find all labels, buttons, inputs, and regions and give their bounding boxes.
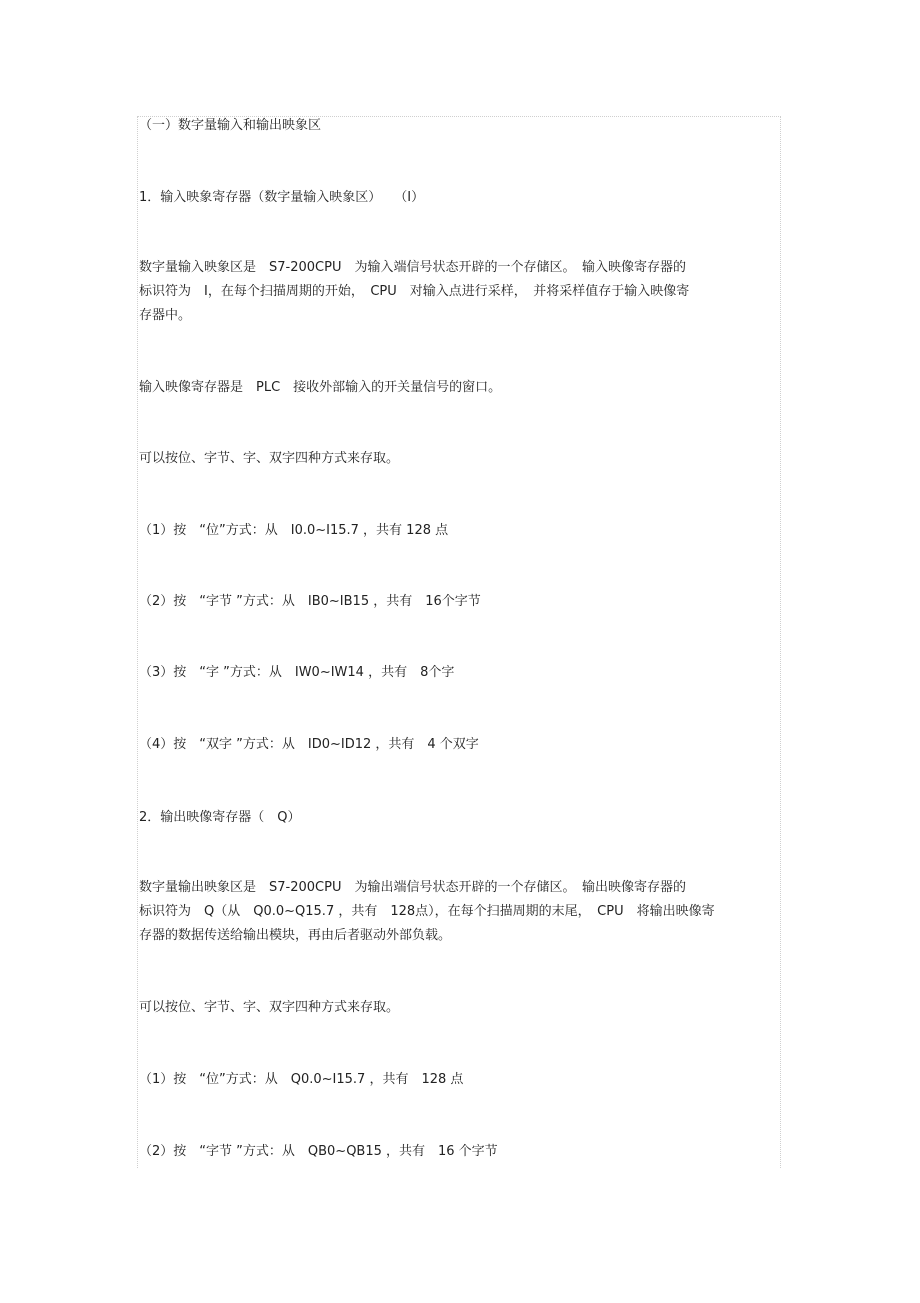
- paragraph-input-image: [139, 256, 779, 328]
- paragraph-line: 存器中。: [139, 308, 192, 323]
- paragraph-line: 标识符为 Q（从 Q0.0~Q15.7 ，共有 128点），在每个扫描周期的末尾， CPU 将输出映像寄: [139, 904, 715, 919]
- paragraph-access-modes: 可以按位、字节、字、双字四种方式来存取。: [139, 451, 400, 466]
- paragraph-input-window: 输入映像寄存器是 PLC 接收外部输入的开关量信号的窗口。: [139, 380, 502, 395]
- list-item: （3）按 “字 ”方式：从 IW0~IW14 ，共有 8个字: [139, 665, 455, 680]
- list-item: （2）按 “字节 ”方式：从 IB0~IB15 ，共有 16个字节: [139, 594, 481, 609]
- subheading-input-image: 1．输入映象寄存器（数字量输入映象区） （I）: [139, 190, 425, 205]
- subheading-output-image: 2．输出映像寄存器（ Q）: [139, 810, 301, 825]
- list-item: （1）按 “位”方式：从 I0.0~I15.7 ，共有 128 点: [139, 523, 449, 538]
- list-item: （2）按 “字节 ”方式：从 QB0~QB15 ，共有 16 个字节: [139, 1144, 498, 1159]
- paragraph-line: 数字量输入映象区是 S7-200CPU 为输入端信号状态开辟的一个存储区。 输入映像寄存器的: [139, 260, 686, 275]
- section-heading: （一）数字量输入和输出映象区: [139, 118, 322, 133]
- list-item: （4）按 “双字 ”方式：从 ID0~ID12 ，共有 4 个双字: [139, 737, 479, 752]
- paragraph-access-modes: 可以按位、字节、字、双字四种方式来存取。: [139, 1000, 400, 1015]
- list-item: （1）按 “位”方式：从 Q0.0~I15.7 ，共有 128 点: [139, 1072, 464, 1087]
- paragraph-output-image: [139, 876, 779, 948]
- paragraph-line: 存器的数据传送给输出模块，再由后者驱动外部负载。: [139, 928, 452, 943]
- paragraph-line: 标识符为 I，在每个扫描周期的开始， CPU 对输入点进行采样， 并将采样值存于输入映像寄: [139, 284, 690, 299]
- paragraph-line: 数字量输出映象区是 S7-200CPU 为输出端信号状态开辟的一个存储区。 输出映像寄存器的: [139, 880, 686, 895]
